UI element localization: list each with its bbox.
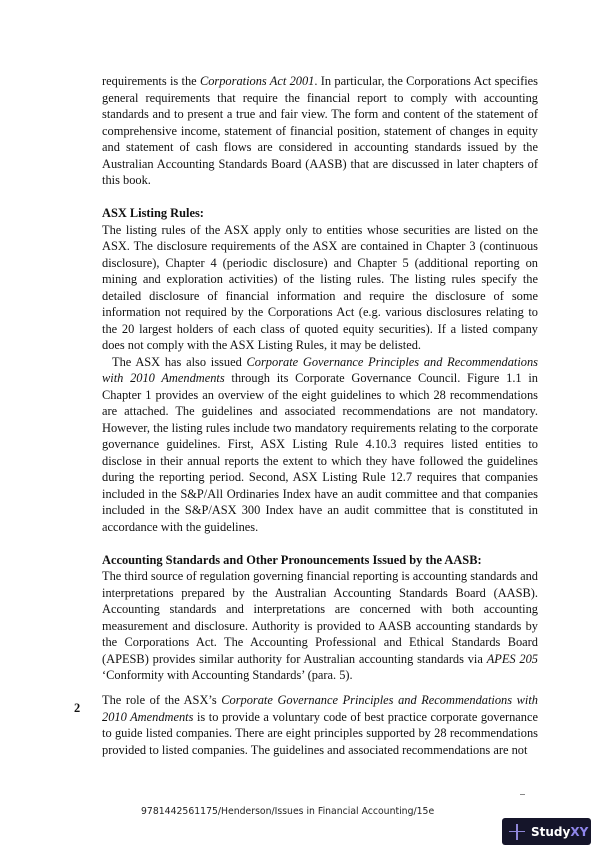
- question-answer: [102, 692, 538, 758]
- section-heading-aasb: Accounting Standards and Other Pronouncements Issued by the AASB:: [102, 552, 482, 567]
- paragraph-aasb: The third source of regulation governing financial reporting is accounting standards and interpretations prepared by the Australian Accounting Standards Board (AASB). Accounting standards and interpretations are concerned with both accounting measurement and disclosure. Authority is provided to AASB accounting standards by the Corporations Act. The Accounting Professional and Ethical Standards Board (APESB) provides similar authority for Australian accounting standards via APES 205 ‘Conformity with Accounting Standards’ (para. 5).: [102, 569, 538, 682]
- studyxy-badge[interactable]: [502, 818, 591, 845]
- italic-title: Corporate Governance Principles and Recommendations with 2010 Amendments: [102, 354, 539, 385]
- plus-icon: [509, 824, 525, 840]
- badge-label-accent: XY: [570, 824, 589, 839]
- section-heading-asx: ASX Listing Rules:: [102, 206, 204, 220]
- italic-title: Corporations Act 2001: [199, 74, 315, 88]
- paragraph-asx-listing-rules: The listing rules of the ASX apply only to entities whose securities are listed on the ASX. The disclosure requirements of the ASX are contained in Chapter 3 (continuous disclosure), Chapter 4 (periodic disclosure) and Chapter 5 (additional reporting on mining and exploration activities) of the listing rules. The listing rules specify the detailed disclosure of financial information and require the disclosure of some information not required by the Corporations Act (e.g. various disclosures relating to the 20 largest holders of each class of quoted equity securities). If a listed company does not comply with the ASX Listing Rules, it may be delisted.: [102, 222, 538, 352]
- badge-label-main: Study: [531, 824, 571, 839]
- question-number: 2: [74, 701, 81, 715]
- italic-title: Corporate Governance Principles and Recommendations with 2010 Amendments: [102, 693, 538, 724]
- footer-dash: [520, 794, 525, 795]
- text-column: [102, 73, 538, 684]
- footer-citation: 9781442561175/Henderson/Issues in Financial Accounting/15e: [141, 806, 435, 817]
- paragraph-corporations-act: requirements is the Corporations Act 2001. In particular, the Corporations Act specifies general requirements that require the financial report to comply with accounting standards and to present a true and fair view. The form and content of the statement of comprehensive income, statement of financial position, statement of changes in equity and statement of cash flows are considered in accounting standards issued by the Australian Accounting Standards Board (AASB) that are discussed in later chapters of this book.: [102, 74, 538, 187]
- paragraph-asx-governance: The ASX has also issued Corporate Governance Principles and Recommendations with 2010 Amendments through its Corporate Governance Council. Figure 1.1 in Chapter 1 provides an overview of the eight guidelines to which 28 recommendations are attached. The guidelines and associated recommendations are not mandatory. However, the listing rules include two mandatory requirements relating to the corporate governance guidelines. First, ASX Listing Rule 4.10.3 requires listed entities to disclose in their annual reports the extent to which they have followed the guidelines during the reporting period. Second, ASX Listing Rule 12.7 requires that companies included in the S&P/All Ordinaries Index have an audit committee and that companies included in the S&P/ASX 300 Index have an audit committee that is constituted in accordance with the guidelines.: [102, 354, 539, 534]
- paragraph-question-2: The role of the ASX’s Corporate Governance Principles and Recommendations with 2010 Amendments is to provide a voluntary code of best practice corporate governance to guide listed companies. There are eight principles supported by 28 recommendations provided to listed companies. The guidelines and associated recommendations are not: [102, 693, 538, 757]
- italic-title: APES 205: [486, 651, 538, 666]
